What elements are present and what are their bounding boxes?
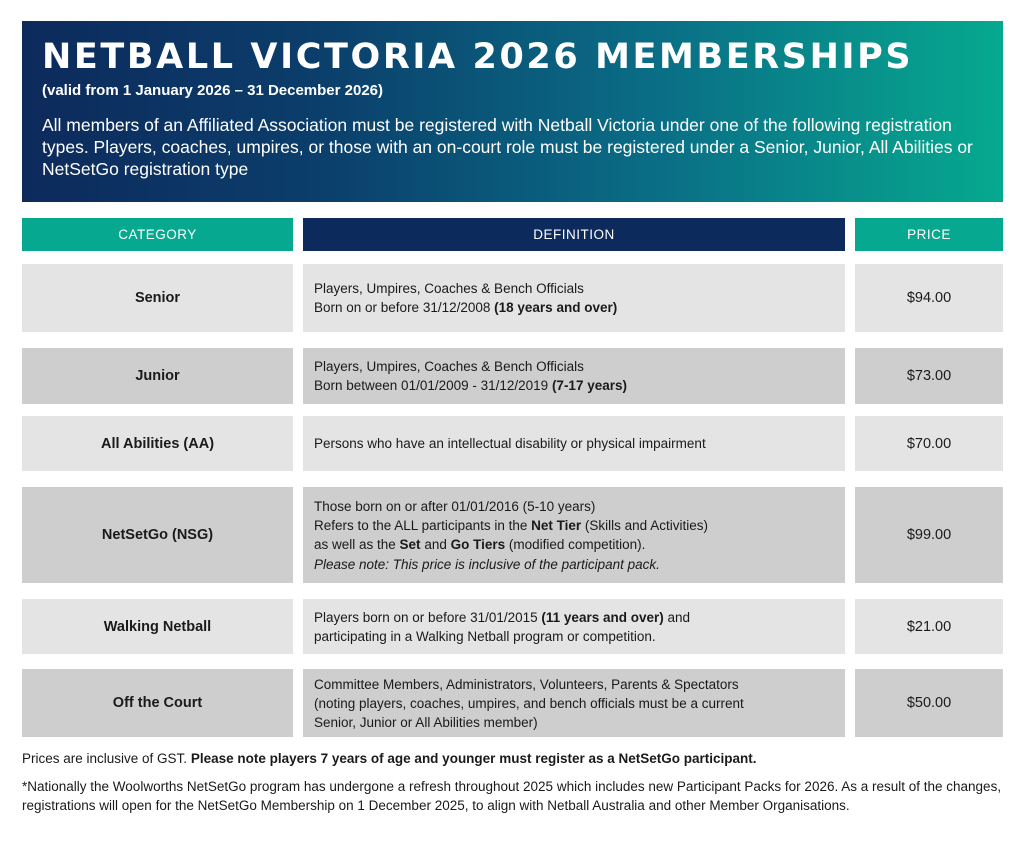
row-definition-netsetgo — [303, 487, 845, 583]
row-price-all-abilities: $70.00 — [855, 416, 1003, 471]
row-price-junior: $73.00 — [855, 348, 1003, 404]
gst-note — [22, 750, 1012, 768]
row-price-walking-netball: $21.00 — [855, 599, 1003, 654]
definition-line: and — [420, 536, 451, 552]
row-definition-off-the-court — [303, 669, 845, 737]
row-category-all-abilities: All Abilities (AA) — [22, 416, 293, 471]
page-title: NETBALL VICTORIA 2026 MEMBERSHIPS — [42, 37, 914, 77]
row-definition-walking-netball — [303, 599, 845, 654]
column-header-definition: DEFINITION — [303, 218, 845, 251]
definition-emphasis: Set — [399, 536, 421, 552]
definition-line: participating in a Walking Netball program or competition. — [314, 628, 656, 644]
row-category-junior: Junior — [22, 348, 293, 404]
definition-line: Senior, Junior or All Abilities member) — [314, 714, 538, 730]
definition-line: Born on or before 31/12/2008 — [314, 300, 495, 315]
definition-line: Persons who have an intellectual disability or physical impairment — [314, 436, 706, 451]
validity-period: (valid from 1 January 2026 – 31 December 2026) — [42, 82, 384, 99]
row-category-walking-netball: Walking Netball — [22, 599, 293, 654]
definition-line: as well as the — [314, 536, 400, 552]
gst-text: Prices are inclusive of GST. — [22, 751, 191, 766]
definition-line: Refers to the ALL participants in the — [314, 517, 532, 533]
definition-line: Players, Umpires, Coaches & Bench Officials — [314, 281, 584, 296]
intro-text: All members of an Affiliated Association must be registered with Netball Victoria under one of the following registration types. Players, coaches, umpires, or those with an on-court role must be registered under a Senior, Junior, All Abilities or NetSetGo registration type — [42, 115, 973, 179]
definition-line: Those born on or after 01/01/2016 (5-10 years) — [314, 498, 596, 514]
row-price-senior: $94.00 — [855, 264, 1003, 332]
row-definition-senior — [303, 264, 845, 332]
row-category-off-the-court: Off the Court — [22, 669, 293, 737]
definition-line: Players, Umpires, Coaches & Bench Officials — [314, 359, 584, 374]
row-definition-junior — [303, 348, 845, 404]
age-requirement-note: Please note players 7 years of age and younger must register as a NetSetGo participant. — [190, 751, 757, 766]
definition-emphasis: (18 years and over) — [494, 300, 618, 315]
definition-line: and — [663, 609, 691, 625]
row-category-senior: Senior — [22, 264, 293, 332]
definition-emphasis: Net Tier — [531, 517, 582, 533]
header-banner — [22, 21, 1003, 202]
row-price-off-the-court: $50.00 — [855, 669, 1003, 737]
definition-line: Players born on or before 31/01/2015 — [314, 609, 542, 625]
definition-line: (noting players, coaches, umpires, and bench officials must be a current — [314, 695, 744, 711]
definition-emphasis: Go Tiers — [450, 536, 506, 552]
netsetgo-footnote: *Nationally the Woolworths NetSetGo program has undergone a refresh throughout 2025 which includes new Participant Packs for 2026. As a result of the changes, registrations will open for the NetSetGo Membership on 1 December 2025, to align with Netball Australia and other Member Organisations. — [22, 779, 1002, 813]
column-header-price: PRICE — [855, 218, 1003, 251]
definition-line: Born between 01/01/2009 - 31/12/2019 — [314, 378, 552, 393]
definition-line: (modified competition). — [505, 536, 646, 552]
definition-line: (Skills and Activities) — [581, 517, 708, 533]
definition-emphasis: (7-17 years) — [551, 378, 627, 393]
price-note: Please note: This price is inclusive of the participant pack. — [314, 556, 660, 572]
definition-line: Committee Members, Administrators, Volunteers, Parents & Spectators — [314, 676, 739, 692]
row-category-netsetgo: NetSetGo (NSG) — [22, 487, 293, 583]
definition-emphasis: (11 years and over) — [541, 609, 664, 625]
row-definition-all-abilities — [303, 416, 845, 471]
column-header-category: CATEGORY — [22, 218, 293, 251]
row-price-netsetgo: $99.00 — [855, 487, 1003, 583]
